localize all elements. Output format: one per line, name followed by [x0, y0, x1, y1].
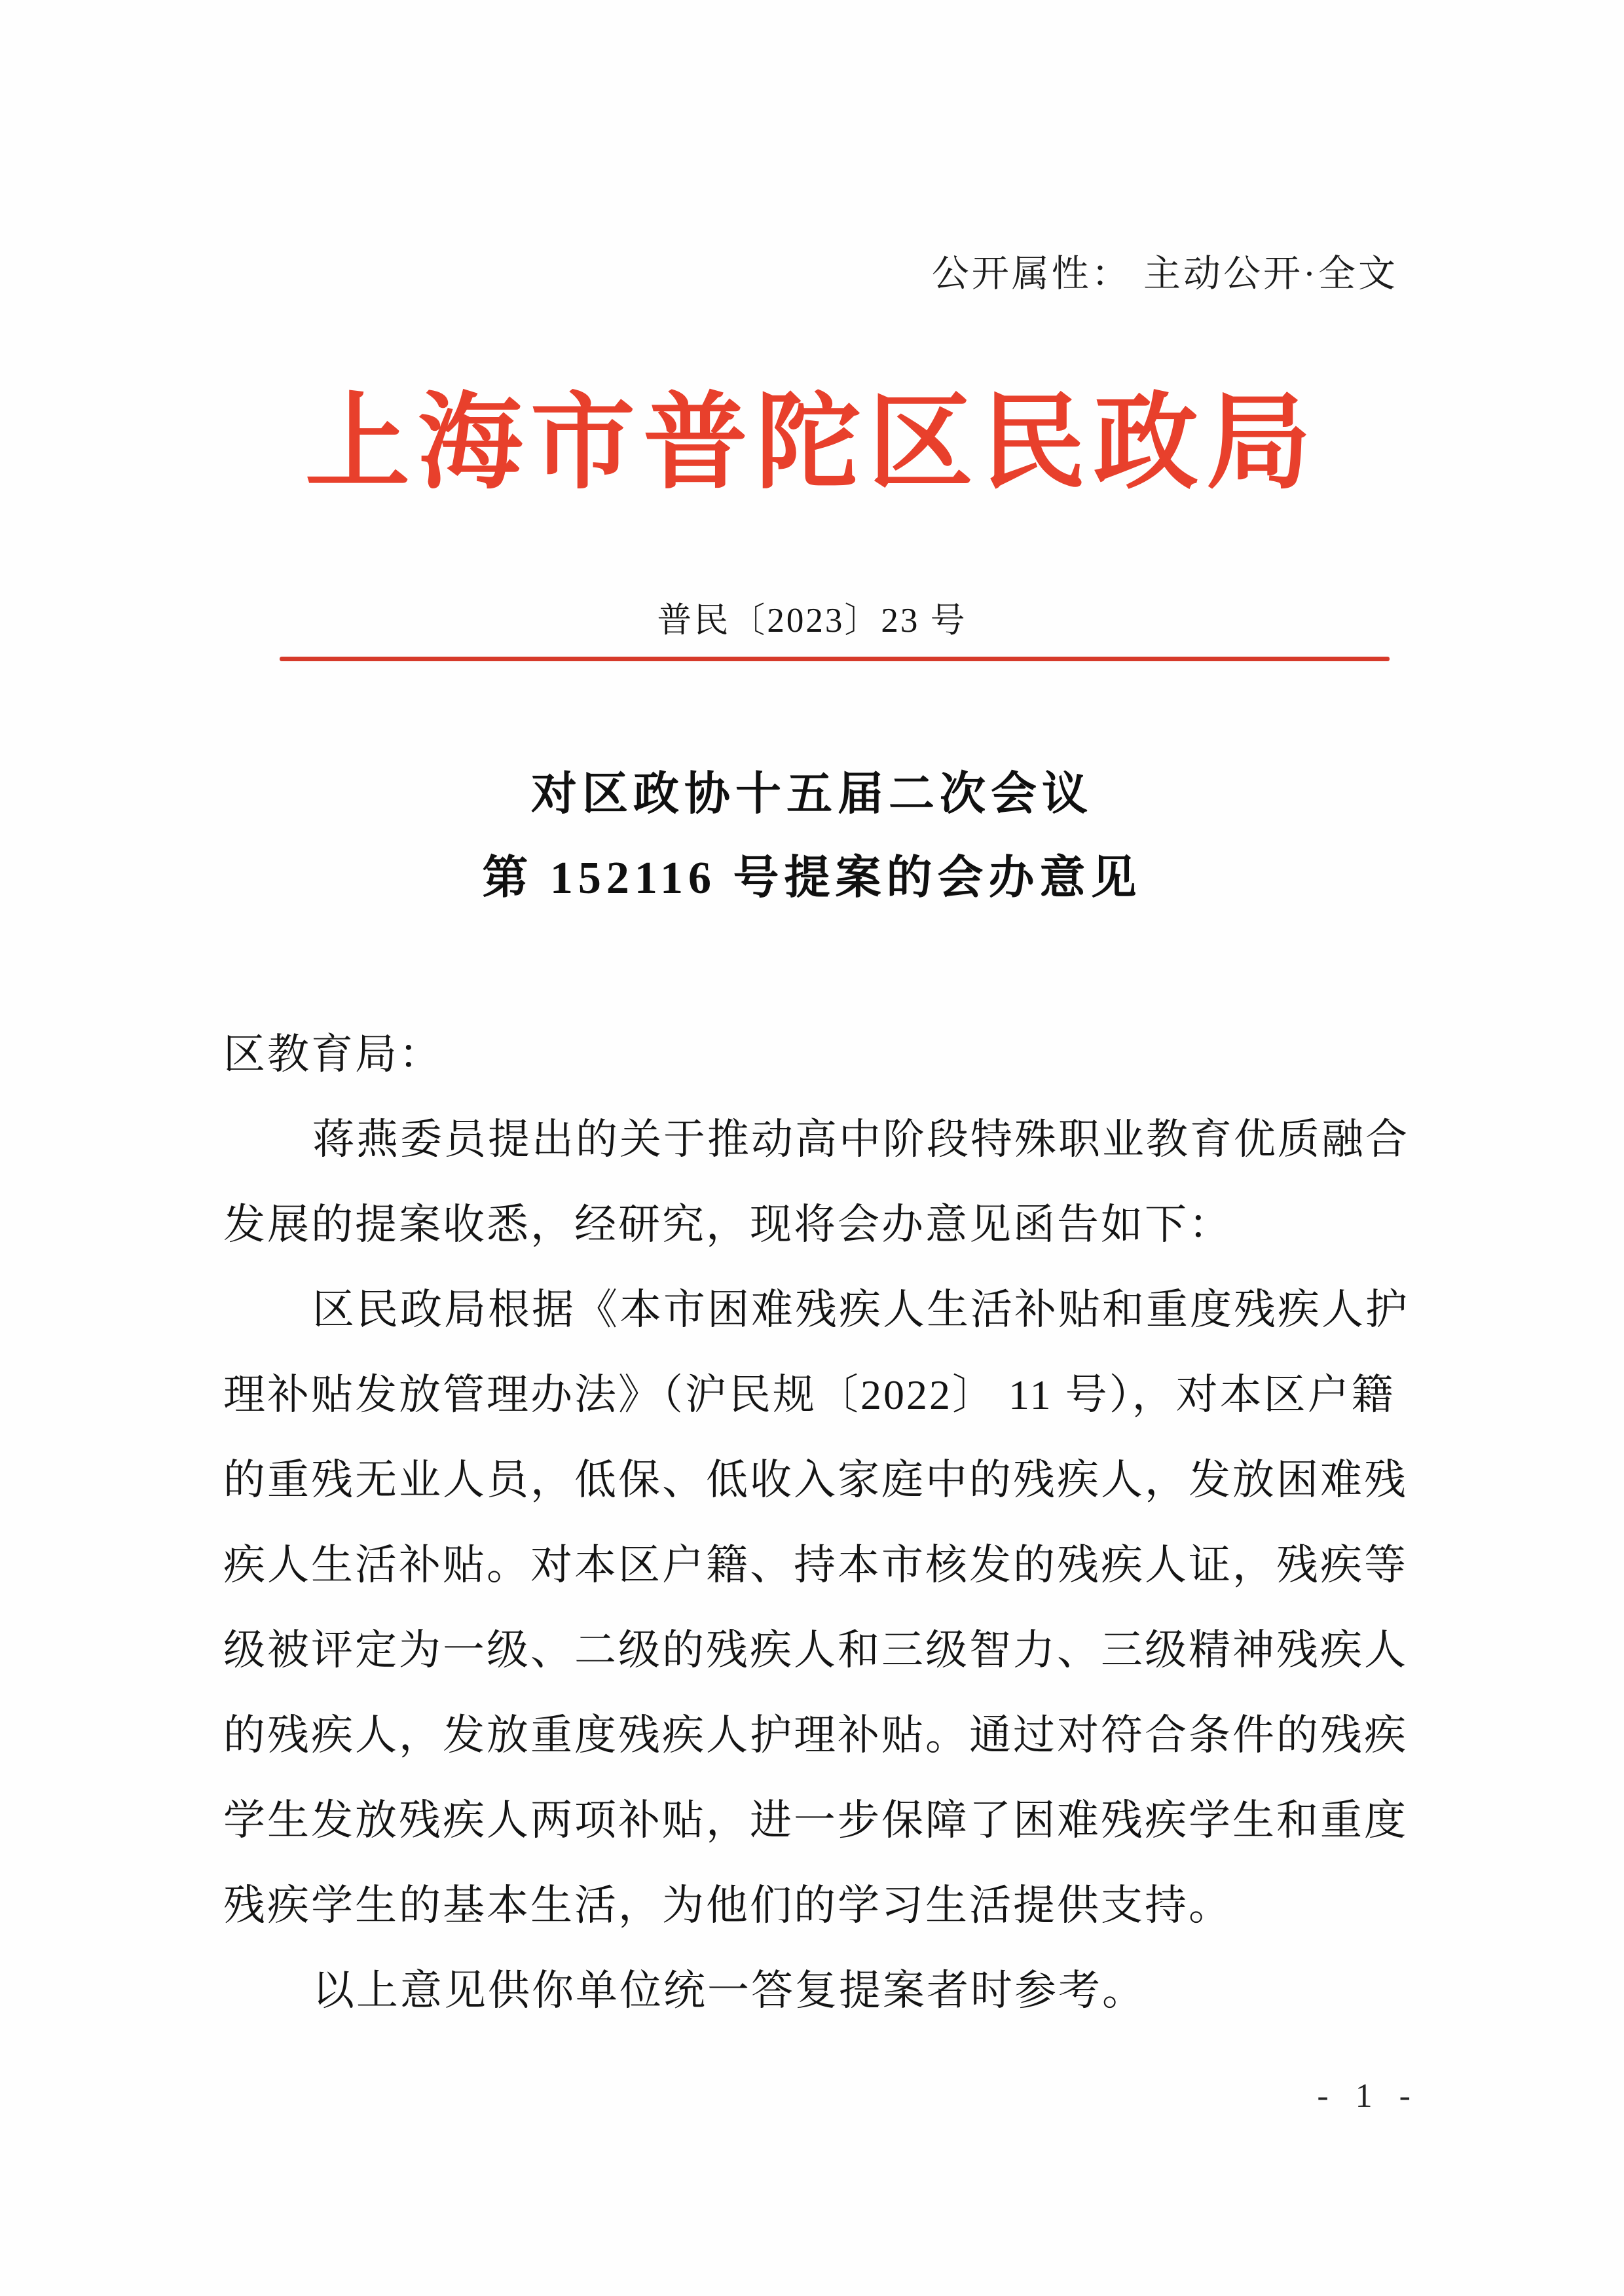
body-line: 残疾学生的基本生活，为他们的学习生活提供支持。 [223, 1882, 1232, 1929]
document-title-line2: 第 152116 号提案的会办意见 [482, 853, 1142, 903]
document-number: 普民〔2023〕23 号 [657, 602, 967, 640]
red-divider-line [280, 657, 1390, 661]
publicity-attribute-note: 公开属性： 主动公开·全文 [931, 253, 1398, 295]
body-line: 学生发放残疾人两项补贴，进一步保障了困难残疾学生和重度 [223, 1797, 1408, 1844]
body-line: 发展的提案收悉，经研究，现将会办意见函告如下： [223, 1201, 1232, 1248]
body-text [223, 1012, 1426, 2033]
body-line: 级被评定为一级、二级的残疾人和三级智力、三级精神残疾人 [223, 1627, 1408, 1673]
body-line: 区民政局根据《本市困难残疾人生活补贴和重度残疾人护 [312, 1286, 1409, 1333]
body-line: 疾人生活补贴。对本区户籍、持本市核发的残疾人证，残疾等 [223, 1542, 1408, 1588]
agency-letterhead-title: 上海市普陀区民政局 [304, 385, 1319, 501]
body-line: 的重残无业人员，低保、低收入家庭中的残疾人，发放困难残 [223, 1457, 1408, 1503]
body-line: 蒋燕委员提出的关于推动高中阶段特殊职业教育优质融合 [312, 1116, 1409, 1163]
body-line: 理补贴发放管理办法》（沪民规〔2022〕 11 号），对本区户籍 [223, 1372, 1395, 1418]
page-number: - 1 - [1317, 2077, 1420, 2115]
salutation-line: 区教育局： [223, 1031, 443, 1078]
closing-line: 以上意见供你单位统一答复提案者时参考。 [312, 1967, 1146, 2014]
document-title-line1: 对区政协十五届二次会议 [531, 769, 1093, 820]
body-line: 的残疾人，发放重度残疾人护理补贴。通过对符合条件的残疾 [223, 1712, 1408, 1758]
document-title [0, 753, 1624, 920]
